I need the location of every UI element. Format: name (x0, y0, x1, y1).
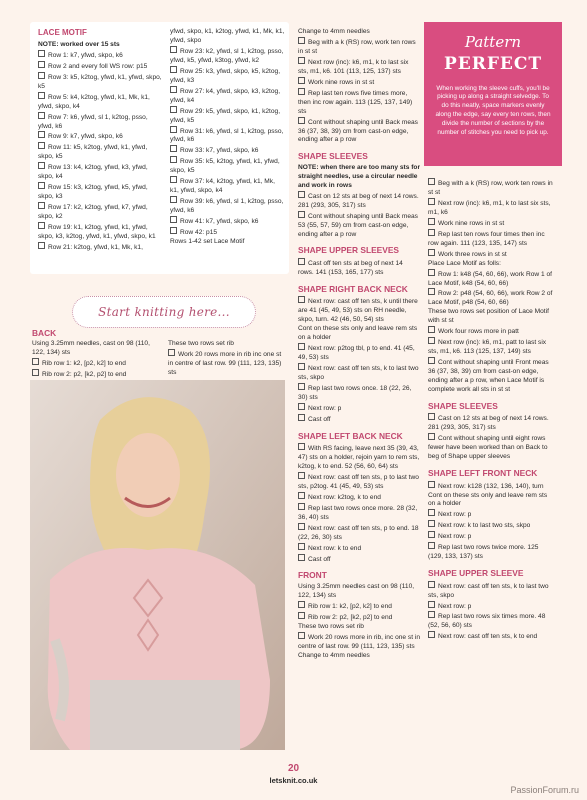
lace-row: Row 1: k7, yfwd, skpo, k6 (38, 50, 163, 61)
instruction-row: Cont without shaping until Back meas 36 (37, 38, 39) cm from cast-on edge, ending after a p row (298, 117, 420, 146)
lace-motif-end: Rows 1-42 set Lace Motif (170, 238, 245, 246)
lace-row: Row 27: k4, yfwd, skpo, k3, k2tog, yfwd, k4 (170, 86, 285, 106)
front-rib-set: These two rows set rib (298, 622, 364, 630)
instruction-row: Cast on 12 sts at beg of next 14 rows. 281 (293, 305, 317) sts (428, 413, 554, 433)
instruction-row: Cont without shaping until eight rows fewer have been worked than on Back to beg of Shape upper sleeves (428, 433, 554, 462)
instruction-row: Next row: cast off ten sts, k to end (428, 631, 554, 642)
lace-row: Row 21: k2tog, yfwd, k1, Mk, k1, (38, 242, 163, 253)
place-lace-set: These two rows set position of Lace Motif with st st (428, 308, 549, 325)
lace-row: Row 42: p15 (170, 227, 285, 238)
back-rib-set: These two rows set rib (168, 340, 234, 347)
instruction-row: Work 20 rows more in rib, inc one st in centre of last row. 99 (111, 123, 135) sts (298, 633, 421, 650)
instruction-row: With RS facing, leave next 35 (39, 43, 47) sts on a holder, rejoin yarn to rem sts, k2tog, k to end. 52 (56, 60, 64) sts (298, 445, 420, 470)
lace-row: Row 3: k5, k2tog, yfwd, k1, yfwd, skpo, k5 (38, 73, 162, 90)
lace-row: Row 11: k5, k2tog, yfwd, k1, yfwd, skpo, k5 (38, 142, 163, 162)
front-change-needles: Change to 4mm needles (298, 651, 370, 659)
instruction-row: Rep last two rows twice more. 125 (129, 133, 137) sts (428, 542, 554, 562)
instruction-row: Next row: k to end (298, 543, 420, 554)
front-intro: Using 3.25mm needles cast on 98 (110, 122, 134) sts (298, 582, 415, 599)
banner-text: Start knitting here... (72, 296, 256, 328)
lace-row: Row 13: k4, k2tog, yfwd, k3, yfwd, skpo, k4 (38, 162, 163, 182)
instruction-row: Next row (inc): k6, m1, k to last six sts, m1, k6. 101 (113, 125, 137) sts (298, 57, 420, 77)
instruction-row: Next row: p (428, 601, 554, 612)
pattern-perfect-title-1: Pattern (464, 33, 522, 51)
lace-row: Row 25: k3, yfwd, skpo, k5, k2tog, yfwd, k3 (170, 66, 285, 86)
instruction-row: Row 1: k48 (54, 60, 66), work Row 1 of Lace Motif, k48 (54, 60, 66) (428, 269, 554, 289)
lace-row: Row 39: k6, yfwd, sl 1, k2tog, psso, yfwd, k6 (170, 198, 284, 215)
lace-motif-title: LACE MOTIF (38, 28, 87, 37)
lace-row: Row 29: k5, yfwd, skpo, k1, k2tog, yfwd, k5 (170, 106, 285, 126)
back-row: Rib row 1: k2, [p2, k2] to end (32, 358, 157, 369)
instruction-row: Next row (inc): k6, m1, patt to last six sts, m1, k6. 113 (125, 137, 149) sts (428, 337, 554, 357)
instruction-row: Rep last two rows six times more. 48 (52, 56, 60) sts (428, 611, 554, 631)
back-intro: Using 3.25mm needles, cast on 98 (110, 122, 134) sts (32, 340, 150, 357)
left-back-neck-title: SHAPE LEFT BACK NECK (298, 430, 403, 441)
lace-row: Row 15: k3, k2tog, yfwd, k5, yfwd, skpo, k3 (38, 182, 163, 202)
shape-sleeves-rows (298, 191, 420, 240)
place-lace-rows-2 (428, 326, 554, 395)
lace-motif-col2 (170, 28, 285, 247)
front-rib-rows (298, 601, 420, 623)
model-illustration (30, 380, 285, 750)
lace-row: Row 5: k4, k2tog, yfwd, k1, Mk, k1, yfwd, skpo, k4 (38, 92, 163, 112)
instruction-row: Rep last two rows once. 18 (22, 26, 30) sts (298, 383, 420, 403)
instruction-row: Rep last two rows once more. 28 (32, 36, 40) sts (298, 503, 420, 523)
instruction-row: Next row: k128 (132, 136, 140), turn (428, 481, 554, 492)
instruction-row: Rep last ten rows five times more, then inc row again. 113 (125, 137, 149) sts (298, 88, 420, 117)
left-back-neck-rows (298, 443, 420, 564)
shape-sleeves-note: NOTE: when there are too many sts for straight needles, use a circular needle and work in rows (298, 163, 421, 189)
instruction-row: Cast off (298, 554, 420, 565)
lace-row-continuation: yfwd, skpo, k1, k2tog, yfwd, k1, Mk, k1, yfwd, skpo (170, 28, 285, 44)
instruction-row: Work four rows more in patt (428, 326, 554, 337)
mid-column (298, 28, 420, 661)
lace-row: Row 2 and every foll WS row: p15 (38, 61, 163, 72)
instruction-row: Next row: p (428, 509, 554, 520)
left-front-neck-rows (428, 481, 554, 492)
right-sleeves-rows (428, 413, 554, 462)
lace-row: Row 31: k6, yfwd, sl 1, k2tog, psso, yfwd, k6 (170, 127, 284, 144)
lace-motif-rows-2 (170, 46, 285, 238)
shape-sleeves-title: SHAPE SLEEVES (298, 151, 368, 162)
instruction-row: Row 2: p48 (54, 60, 66), work Row 2 of Lace Motif, p48 (54, 60, 66) (428, 290, 553, 307)
pattern-perfect-body: When working the sleeve cuffs, you'll be picking up along a straight selvedge. To do this neatly, space markers evenly along the edge, say every ten rows, then divide the number of sections by the number of stitches you need to pick up. (435, 84, 551, 137)
back-row: Rib row 2: p2, [k2, p2] to end (32, 369, 157, 380)
back-title: BACK (32, 328, 57, 338)
instruction-row: Next row: p (428, 531, 554, 542)
right-back-neck-plain: Cont on these sts only and leave rem sts on a holder (298, 325, 418, 342)
right-column (428, 178, 554, 642)
mid-top-rows (298, 37, 420, 145)
lace-row: Row 19: k1, k2tog, yfwd, k1, yfwd, skpo, k3, k2tog, yfwd, k1, yfwd, skpo, k1 (38, 222, 163, 242)
instruction-row: Cont without shaping until Front meas 36 (37, 38, 39) cm from cast-on edge, ending after a p row, when Lace Motif is complete work all sts in st st (428, 357, 554, 395)
upper-sleeve-title: SHAPE UPPER SLEEVE (428, 568, 524, 579)
lace-row: Row 37: k4, k2tog, yfwd, k1, Mk, k1, yfwd, skpo, k4 (170, 176, 285, 196)
lace-row: Row 41: k7, yfwd, skpo, k6 (170, 216, 285, 227)
start-knitting-banner (68, 296, 258, 326)
instruction-row: Cast off (298, 414, 420, 425)
model-photo (30, 380, 285, 750)
right-back-neck-title: SHAPE RIGHT BACK NECK (298, 283, 408, 294)
lace-row: Row 23: k2, yfwd, sl 1, k2tog, psso, yfwd, k5, yfwd, k3tog, yfwd, k2 (170, 47, 284, 64)
front-title: FRONT (298, 570, 327, 581)
instruction-row: Next row: p (298, 403, 420, 414)
instruction-row: Cont without shaping until Back meas 53 (55, 57, 59) cm from cast-on edge, ending after a p row (298, 211, 420, 240)
site-url: letsknit.co.uk (269, 776, 318, 785)
upper-sleeves-rows (298, 258, 420, 278)
instruction-row: Cast off ten sts at beg of next 14 rows. 141 (153, 165, 177) sts (298, 258, 420, 278)
place-lace-motif: Place Lace Motif as folls: (428, 259, 501, 267)
mid-top-cont: Change to 4mm needles (298, 28, 370, 35)
instruction-row: Next row: cast off ten sts, k to last two sts, skpo (298, 364, 419, 381)
lace-row: Row 17: k2, k2tog, yfwd, k7, yfwd, skpo, k2 (38, 202, 163, 222)
back-rib-more: Work 20 rows more in rib inc one st in centre of last row. 99 (111, 123, 135) sts (168, 349, 288, 378)
page-number: 20 (287, 763, 300, 774)
right-sleeves-title: SHAPE SLEEVES (428, 400, 498, 411)
instruction-row: Work nine rows in st st (298, 77, 420, 88)
left-front-neck-plain: Cont on these sts only and leave rem sts on a holder (428, 491, 548, 508)
left-front-neck-rows-2 (428, 509, 554, 562)
back-col2 (168, 340, 288, 378)
pattern-perfect-box (424, 22, 562, 166)
back-rib-rows (32, 358, 157, 380)
lace-motif-col1 (38, 28, 163, 253)
left-front-neck-title: SHAPE LEFT FRONT NECK (428, 468, 538, 479)
instruction-row: Next row: cast off ten sts, k to last two sts, skpo (428, 581, 554, 601)
back-col1 (32, 328, 157, 380)
front-rib-more (298, 632, 420, 652)
upper-sleeves-title: SHAPE UPPER SLEEVES (298, 245, 399, 256)
instruction-row: Rib row 2: p2, [k2, p2] to end (298, 612, 420, 623)
lace-row: Row 9: k7, yfwd, skpo, k6 (38, 131, 163, 142)
instruction-row: Beg with a k (RS) row, work ten rows in st st (428, 180, 553, 196)
instruction-row: Beg with a k (RS) row, work ten rows in st st (298, 37, 420, 57)
upper-sleeve-rows (428, 581, 554, 643)
instruction-row: Next row: k2tog, k to end (298, 492, 420, 503)
right-top-rows (428, 178, 554, 260)
instruction-row: Rep last ten rows four times then inc row again. 111 (123, 135, 147) sts (428, 229, 554, 249)
instruction-row: Next row: k to last two sts, skpo (428, 520, 554, 531)
right-back-neck-rows-2 (298, 343, 420, 425)
instruction-row: Rib row 1: k2, [p2, k2] to end (298, 601, 420, 612)
instruction-row: Next row: cast off ten sts, p to last two sts, p2tog. 41 (45, 49, 53) sts (298, 473, 419, 490)
lace-motif-note: NOTE: worked over 15 sts (38, 40, 120, 48)
right-back-neck-rows (298, 296, 420, 325)
lace-row: Row 7: k6, yfwd, sl 1, k2tog, psso, yfwd, k6 (38, 112, 163, 132)
instruction-row: Next row (inc): k6, m1, k to last six sts, m1, k6 (428, 198, 554, 218)
instruction-row: Next row: cast off ten sts, k until there are 41 (45, 49, 53) sts on RH needle, skpo, turn. 42 (46, 50, 54) sts (298, 296, 420, 325)
instruction-row: Work three rows in st st (428, 249, 554, 260)
instruction-row: Work nine rows in st st (428, 218, 554, 229)
lace-row: Row 33: k7, yfwd, skpo, k6 (170, 145, 285, 156)
instruction-row: Cast on 12 sts at beg of next 14 rows. 281 (293, 305, 317) sts (298, 192, 419, 209)
lace-row: Row 35: k5, k2tog, yfwd, k1, yfwd, skpo, k5 (170, 156, 285, 176)
watermark: PassionForum.ru (510, 785, 579, 795)
place-lace-rows (428, 269, 554, 309)
instruction-row: Next row: cast off ten sts, p to end. 18 (22, 26, 30) sts (298, 524, 419, 541)
lace-motif-rows-1 (38, 50, 163, 253)
instruction-row: Next row: p2tog tbl, p to end. 41 (45, 49, 53) sts (298, 343, 420, 363)
pattern-perfect-title-2: PERFECT (443, 54, 543, 75)
